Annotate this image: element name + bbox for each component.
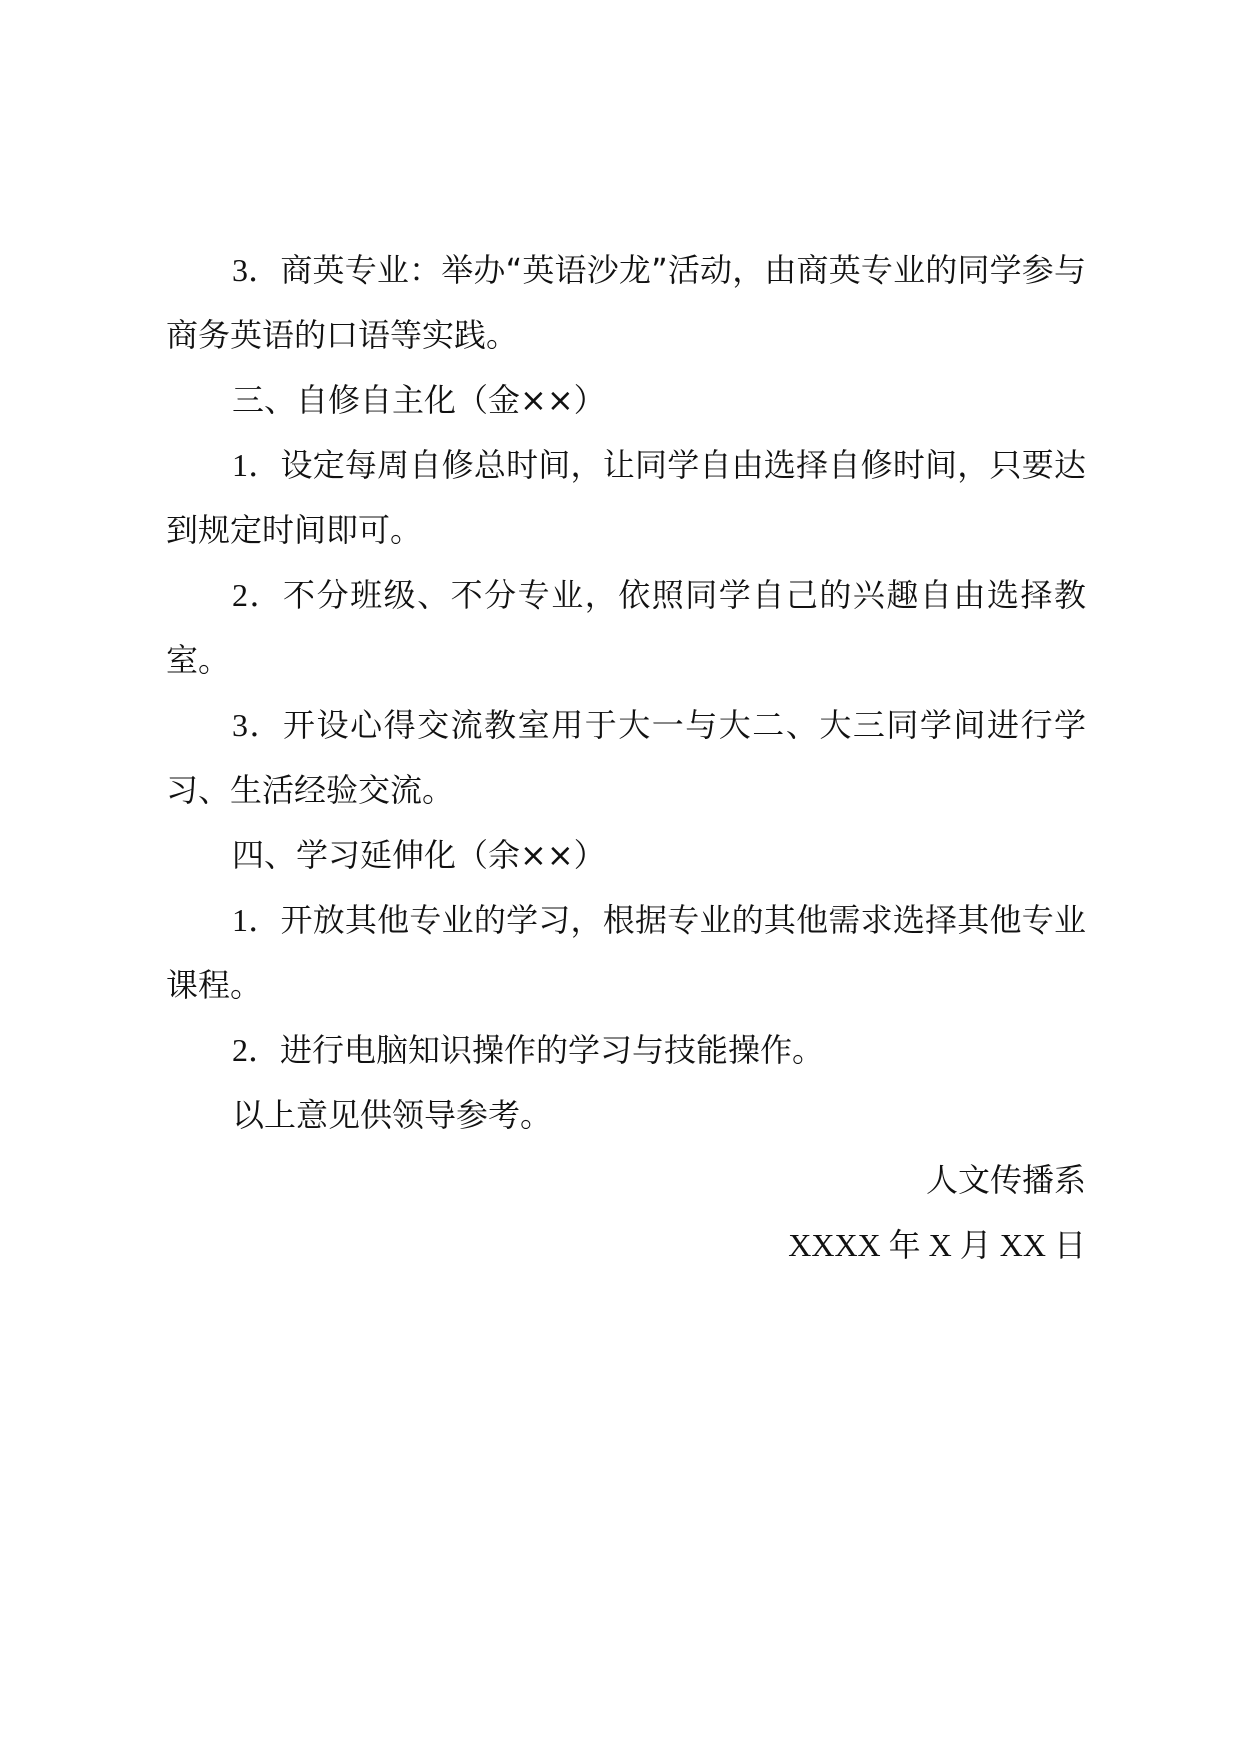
item-text: 开放其他专业的学习，根据专业的其他需求选择其他专业课程。 (166, 901, 1086, 1004)
document-body (166, 238, 1086, 1278)
item-text: 设定每周自修总时间，让同学自由选择自修时间，只要达到规定时间即可。 (166, 446, 1086, 549)
item-free-classroom-choice (166, 563, 1086, 693)
item-number: 1． (232, 447, 281, 483)
section-heading-learning-extension: 四、学习延伸化（余××） (232, 836, 606, 874)
closing-remark: 以上意见供领导参考。 (232, 1096, 553, 1134)
item-text: 开设心得交流教室用于大一与大二、大三同学间进行学习、生活经验交流。 (166, 706, 1086, 809)
item-text: 进行电脑知识操作的学习与技能操作。 (280, 1031, 825, 1069)
item-number: 2． (232, 577, 284, 613)
signature-department: 人文传播系 (925, 1161, 1086, 1199)
item-number: 1． (232, 902, 281, 938)
item-text: 不分班级、不分专业，依照同学自己的兴趣自由选择教室。 (166, 576, 1086, 679)
signature-date: XXXX 年 X 月 XX 日 (788, 1227, 1086, 1263)
item-experience-exchange (166, 693, 1086, 823)
item-text: 商英专业：举办“英语沙龙”活动，由商英专业的同学参与商务英语的口语等实践。 (166, 251, 1086, 354)
item-number: 3． (232, 252, 281, 288)
item-other-majors (166, 888, 1086, 1018)
item-business-english (166, 238, 1086, 368)
item-computer-skills (166, 1018, 1086, 1083)
section-heading-self-study: 三、自修自主化（金××） (232, 381, 606, 419)
item-number: 2． (232, 1032, 281, 1068)
item-number: 3． (232, 707, 284, 743)
item-weekly-study-time (166, 433, 1086, 563)
